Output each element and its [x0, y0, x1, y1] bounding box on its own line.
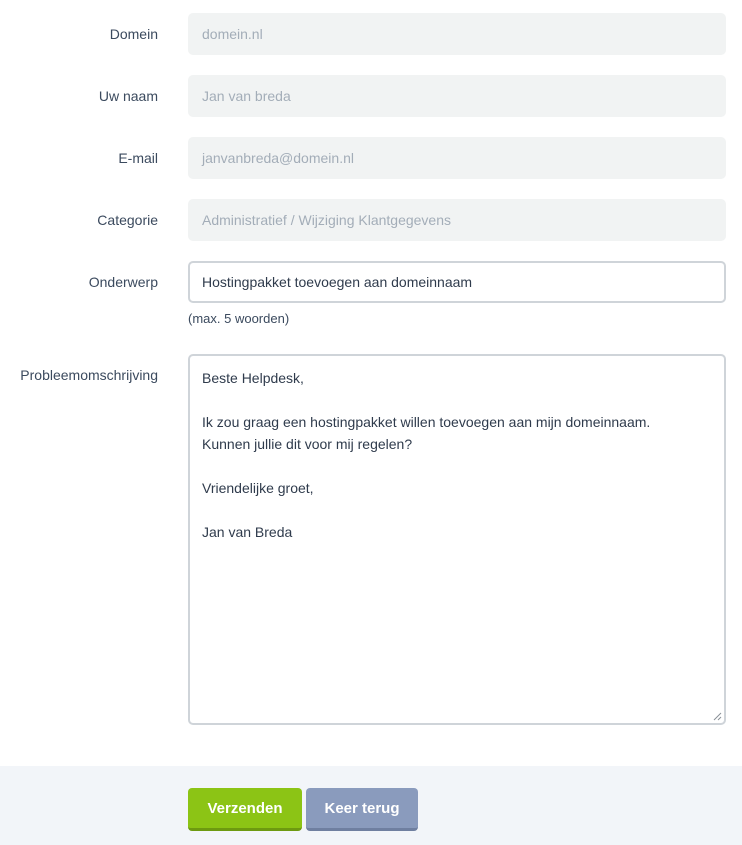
subject-input[interactable]: [188, 261, 726, 303]
domain-label: Domein: [109, 26, 158, 42]
description-line: Vriendelijke groet,: [202, 480, 314, 496]
description-line: Jan van Breda: [202, 524, 293, 540]
category-label: Categorie: [97, 212, 158, 228]
resize-grip-icon[interactable]: [713, 712, 722, 721]
description-line: [202, 455, 712, 477]
description-line: Kunnen jullie dit voor mij regelen?: [202, 436, 413, 452]
domain-value: domein.nl: [202, 26, 263, 42]
description-line: [202, 389, 712, 411]
email-value: janvanbreda@domein.nl: [202, 150, 354, 166]
description-label: Probleemomschrijving: [20, 367, 158, 383]
description-line: [202, 499, 712, 521]
category-field: [188, 199, 726, 241]
description-line: Beste Helpdesk,: [202, 370, 304, 386]
email-field: [188, 137, 726, 179]
category-value: Administratief / Wijziging Klantgegevens: [202, 212, 452, 228]
email-label: E-mail: [118, 150, 158, 166]
back-button[interactable]: Keer terug: [306, 788, 418, 831]
subject-label: Onderwerp: [88, 274, 158, 290]
description-textarea[interactable]: [188, 354, 726, 725]
subject-hint: (max. 5 woorden): [188, 311, 290, 326]
name-field: [188, 75, 726, 117]
submit-button[interactable]: Verzenden: [188, 788, 302, 831]
subject-value: Hostingpakket toevoegen aan domeinnaam: [202, 274, 473, 290]
name-value: Jan van breda: [202, 88, 291, 104]
domain-field: [188, 13, 726, 55]
description-line: Ik zou graag een hostingpakket willen toevoegen aan mijn domeinnaam.: [202, 414, 651, 430]
name-label: Uw naam: [98, 88, 158, 104]
